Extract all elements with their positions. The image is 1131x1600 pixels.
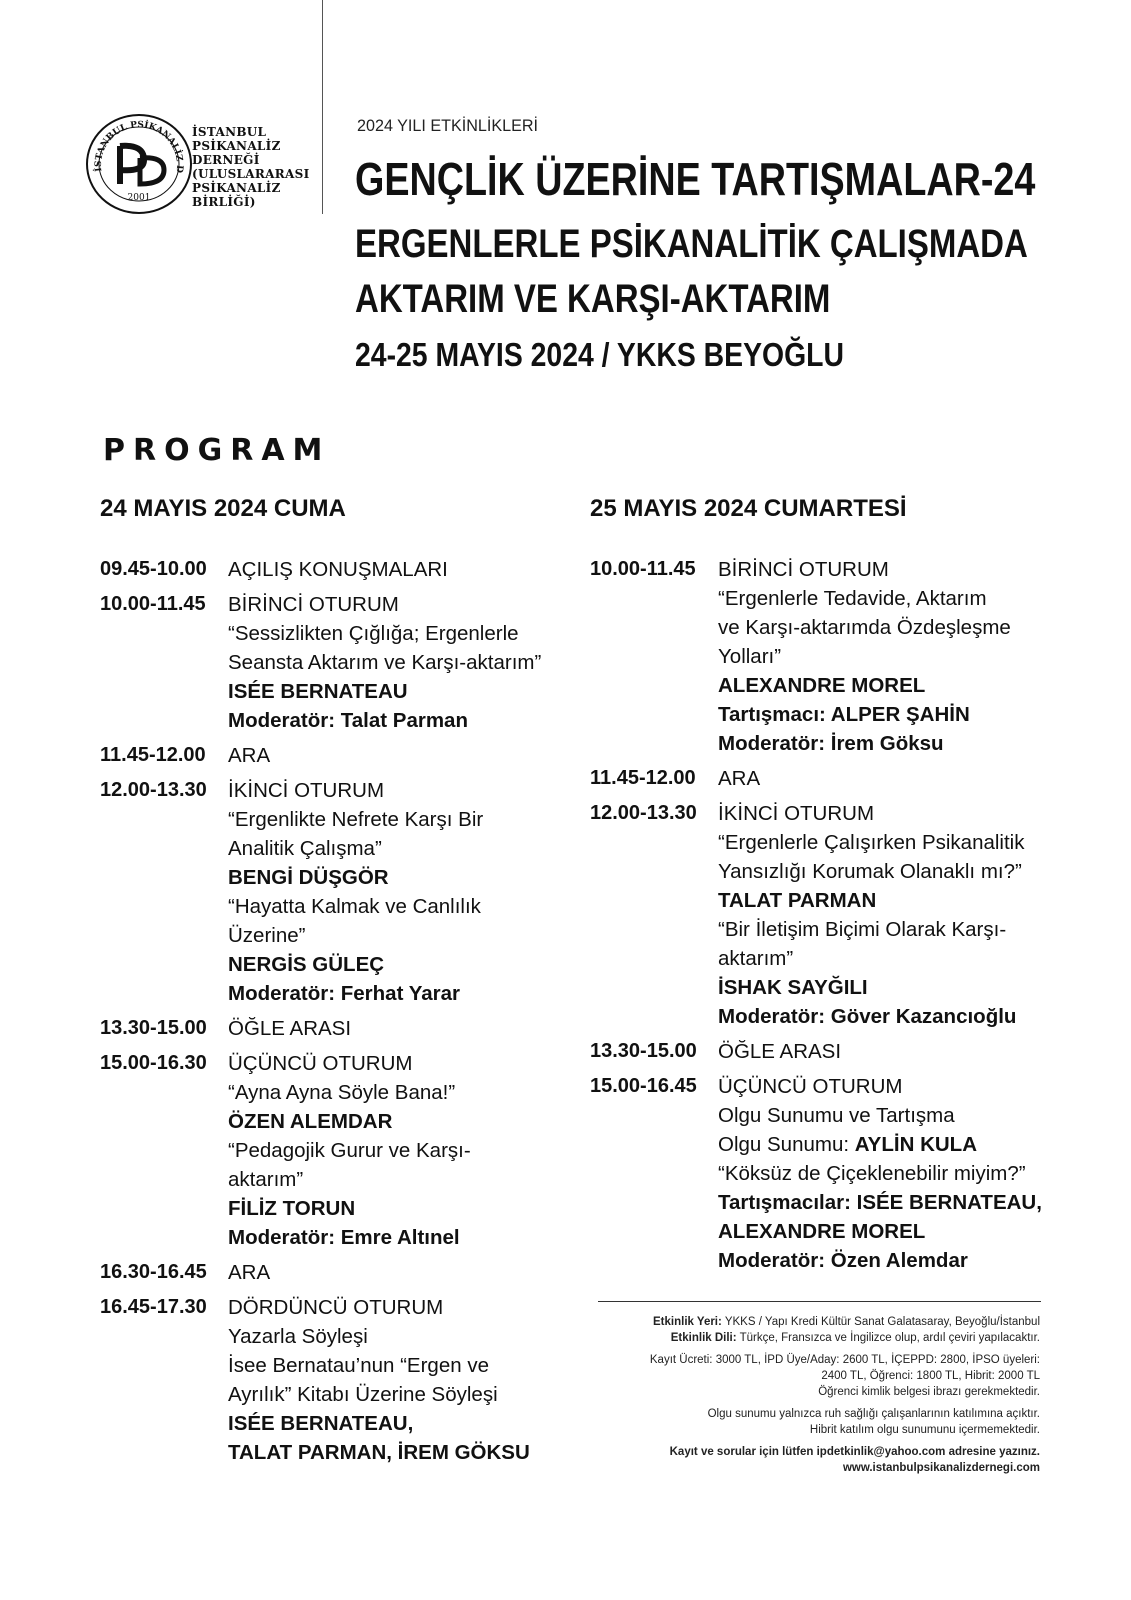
session-line: ISÉE BERNATEAU [228, 680, 408, 703]
session-time: 13.30-15.00 [590, 1040, 697, 1062]
session-line: TALAT PARMAN [718, 889, 877, 912]
session-line: Analitik Çalışma” [228, 837, 382, 860]
session-line: İKİNCİ OTURUM [718, 802, 875, 825]
session-line: Yolları” [718, 645, 782, 668]
session-line: ÜÇÜNCÜ OTURUM [718, 1075, 903, 1098]
venue-label: Etkinlik Yeri: [653, 1316, 722, 1328]
org-name-line: DERNEĞİ [192, 153, 260, 167]
session-line: Moderatör: İrem Göksu [718, 732, 944, 755]
session-time: 10.00-11.45 [590, 558, 696, 580]
session-line [718, 1130, 1060, 1159]
event-title: GENÇLİK ÜZERİNE TARTIŞMALAR-24 [355, 153, 1036, 205]
session-time: 16.45-17.30 [100, 1296, 207, 1318]
session-line: Yazarla Söyleşi [228, 1325, 368, 1348]
session-line: İKİNCİ OTURUM [228, 779, 385, 802]
session-line: aktarım” [718, 947, 794, 970]
session-row [100, 1049, 570, 1252]
session-time: 16.30-16.45 [100, 1261, 207, 1283]
session-line: Üzerine” [228, 924, 306, 947]
logo-ring-text: İSTANBUL PSİKANALİZ D [93, 120, 185, 174]
session-line-name: ALPER ŞAHİN [830, 703, 970, 726]
day-1-heading: 24 MAYIS 2024 CUMA [100, 495, 346, 522]
session-row [100, 776, 570, 1008]
session-line: ÜÇÜNCÜ OTURUM [228, 1052, 413, 1075]
session-details [228, 555, 570, 584]
year-events-label: 2024 YILI ETKİNLİKLERİ [357, 116, 539, 135]
session-line: TALAT PARMAN, İREM GÖKSU [228, 1441, 530, 1464]
session-row [590, 1037, 1060, 1066]
session-row [100, 1014, 570, 1043]
session-line: Moderatör: Ferhat Yarar [228, 982, 461, 1005]
language-label: Etkinlik Dili: [670, 1332, 737, 1344]
session-line: FİLİZ TORUN [228, 1197, 356, 1220]
session-row [590, 555, 1060, 758]
session-row [590, 764, 1060, 793]
org-name-line: (ULUSLARARASI [192, 167, 310, 181]
svg-text:İSTANBUL PSİKANALİZ DERNEĞİ [84, 112, 185, 173]
org-name-line: PSİKANALİZ [192, 139, 281, 153]
session-line-label: Olgu Sunumu: [718, 1133, 855, 1156]
org-name-line: PSİKANALİZ [192, 181, 281, 195]
session-details [228, 741, 570, 770]
org-name-line: BİRLİĞİ) [192, 195, 256, 209]
session-line-label: Tartışmacılar: [718, 1191, 857, 1214]
fee-line: Kayıt Ücreti: 3000 TL, İPD Üye/Aday: 2600 TL, İÇEPPD: 2800, İPSO üyeleri: [649, 1354, 1040, 1366]
session-time: 13.30-15.00 [100, 1017, 207, 1039]
session-line: “Pedagojik Gurur ve Karşı- [228, 1139, 471, 1162]
association-logo [84, 112, 194, 216]
session-line: Moderatör: Özen Alemdar [718, 1249, 968, 1272]
session-line: “Köksüz de Çiçeklenebilir miyim?” [718, 1162, 1026, 1185]
session-line: Seansta Aktarım ve Karşı-aktarım” [228, 651, 542, 674]
session-line-label: Tartışmacı: [718, 703, 831, 726]
session-row [590, 1072, 1060, 1275]
session-line: ARA [228, 1261, 271, 1284]
day-2-sessions [590, 555, 1060, 1275]
session-row [100, 555, 570, 584]
session-line-name: ISÉE BERNATEAU, [856, 1191, 1042, 1214]
session-line: “Hayatta Kalmak ve Canlılık [228, 895, 481, 918]
session-row [100, 741, 570, 770]
session-line: ÖĞLE ARASI [718, 1040, 842, 1063]
website-link[interactable]: www.istanbulpsikanalizdernegi.com [842, 1462, 1040, 1474]
event-info-footer [570, 1314, 1040, 1476]
language-value: Türkçe, Fransızca ve İngilizce olup, ardıl çeviri yapılacaktır. [739, 1332, 1040, 1344]
session-line: “Ergenlerle Tedavide, Aktarım [718, 587, 987, 610]
session-line: “Bir İletişim Biçimi Olarak Karşı- [718, 918, 1007, 941]
header-divider [322, 0, 323, 214]
session-line: aktarım” [228, 1168, 304, 1191]
session-line: Moderatör: Göver Kazancıoğlu [718, 1005, 1017, 1028]
session-line: ÖZEN ALEMDAR [228, 1110, 393, 1133]
session-line: BENGİ DÜŞGÖR [228, 866, 389, 889]
session-row [590, 799, 1060, 1031]
organization-name [192, 125, 310, 209]
session-line: “Ayna Ayna Söyle Bana!” [228, 1081, 456, 1104]
session-line: AÇILIŞ KONUŞMALARI [228, 558, 448, 581]
session-details [718, 764, 1060, 793]
day-1-column [100, 495, 570, 1473]
event-subtitle-line-2: AKTARIM VE KARŞI-AKTARIM [355, 277, 831, 321]
session-time: 10.00-11.45 [100, 593, 206, 615]
session-details [228, 1014, 570, 1043]
session-line: ARA [718, 767, 761, 790]
session-time: 15.00-16.45 [590, 1075, 697, 1097]
contact-line: Kayıt ve sorular için lütfen ipdetkinlik@yahoo.com adresine yazınız. [669, 1446, 1040, 1458]
session-line: ALEXANDRE MOREL [718, 674, 926, 697]
note-line: Hibrit katılım olgu sunumunu içermemektedir. [809, 1424, 1040, 1436]
session-line: “Ergenlikte Nefrete Karşı Bir [228, 808, 484, 831]
fee-line: Öğrenci kimlik belgesi ibrazı gerekmektedir. [818, 1386, 1040, 1398]
session-details [228, 1258, 570, 1287]
day-2-heading: 25 MAYIS 2024 CUMARTESİ [590, 495, 907, 522]
session-line: ÖĞLE ARASI [228, 1017, 352, 1040]
session-row [100, 1258, 570, 1287]
org-name-line: İSTANBUL [192, 125, 267, 139]
session-details [718, 799, 1060, 1031]
session-line: DÖRDÜNCÜ OTURUM [228, 1296, 444, 1319]
logo-year: 2001 [127, 193, 151, 203]
session-time: 12.00-13.30 [590, 802, 697, 824]
session-line: Moderatör: Talat Parman [228, 709, 468, 732]
session-line [718, 1188, 1060, 1217]
session-line: ISÉE BERNATEAU, [228, 1412, 414, 1435]
session-row [100, 590, 570, 735]
session-details [718, 1037, 1060, 1066]
day-2-column [590, 495, 1060, 1281]
session-details [228, 1293, 570, 1467]
session-time: 15.00-16.30 [100, 1052, 207, 1074]
session-line: Olgu Sunumu ve Tartışma [718, 1104, 955, 1127]
footer-divider [598, 1301, 1041, 1302]
session-row [100, 1293, 570, 1467]
session-line: ARA [228, 744, 271, 767]
day-1-sessions [100, 555, 570, 1467]
session-line: ve Karşı-aktarımda Özdeşleşme [718, 616, 1011, 639]
venue-value: YKKS / Yapı Kredi Kültür Sanat Galatasaray, Beyoğlu/İstanbul [724, 1316, 1040, 1328]
session-line: Yansızlığı Korumak Olanaklı mı?” [718, 860, 1022, 883]
session-details [228, 776, 570, 1008]
session-time: 12.00-13.30 [100, 779, 207, 801]
session-details [718, 1072, 1060, 1275]
session-time: 11.45-12.00 [100, 744, 206, 766]
session-time: 09.45-10.00 [100, 558, 207, 580]
session-details [228, 1049, 570, 1252]
session-line: İSHAK SAYĞILI [718, 976, 868, 999]
session-details [718, 555, 1060, 758]
session-line: ALEXANDRE MOREL [718, 1220, 926, 1243]
event-subtitle-line-1: ERGENLERLE PSİKANALİTİK ÇALIŞMADA [355, 222, 1028, 266]
session-line: “Ergenlerle Çalışırken Psikanalitik [718, 831, 1025, 854]
fee-line: 2400 TL, Öğrenci: 1800 TL, Hibrit: 2000 TL [821, 1370, 1040, 1382]
session-line: NERGİS GÜLEÇ [228, 953, 385, 976]
session-time: 11.45-12.00 [590, 767, 696, 789]
session-line-name: AYLİN KULA [854, 1133, 977, 1156]
session-details [228, 590, 570, 735]
event-date-place: 24-25 MAYIS 2024 / YKKS BEYOĞLU [355, 336, 844, 373]
session-line: İsee Bernatau’nun “Ergen ve [228, 1354, 489, 1377]
session-line: Ayrılık” Kitabı Üzerine Söyleşi [228, 1383, 498, 1406]
session-line: Moderatör: Emre Altınel [228, 1226, 460, 1249]
note-line: Olgu sunumu yalnızca ruh sağlığı çalışanlarının katılımına açıktır. [707, 1408, 1040, 1420]
session-line: BİRİNCİ OTURUM [228, 593, 399, 616]
session-line: BİRİNCİ OTURUM [718, 558, 889, 581]
program-heading: PROGRAM [103, 433, 331, 468]
session-line [718, 700, 1060, 729]
session-line: “Sessizlikten Çığlığa; Ergenlerle [228, 622, 519, 645]
